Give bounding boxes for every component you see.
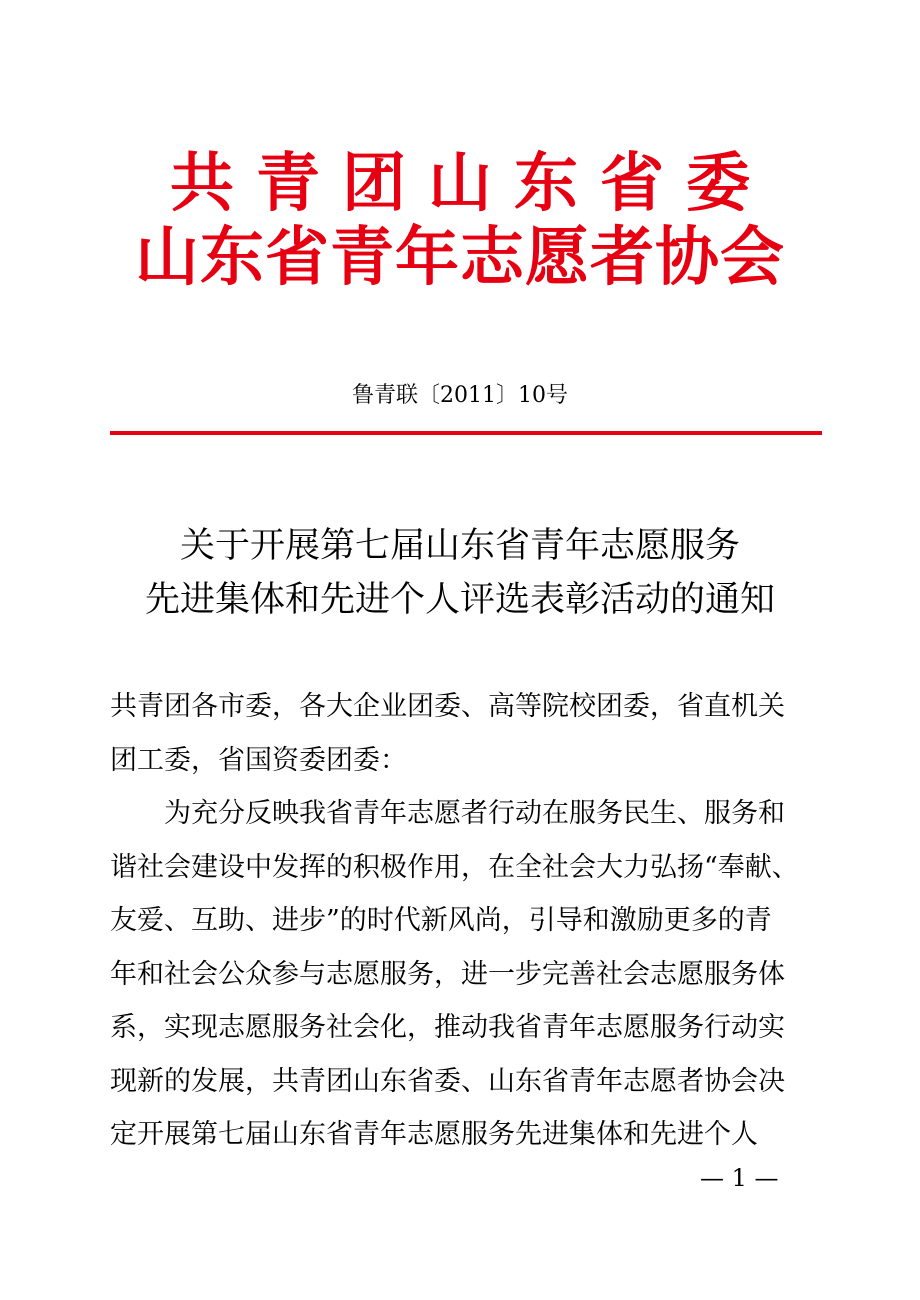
issuer-line-2: 山东省青年志愿者协会 xyxy=(135,220,785,295)
body-line: 现新的发展，共青团山东省委、山东省青年志愿者协会决 xyxy=(110,1065,785,1097)
document-title-line-2: 先进集体和先进个人评选表彰活动的通知 xyxy=(144,580,775,620)
body-text xyxy=(110,680,822,1162)
body-line: 年和社会公众参与志愿服务，进一步完善社会志愿服务体 xyxy=(110,958,785,990)
body-line: 定开展第七届山东省青年志愿服务先进集体和先进个人 xyxy=(110,1119,758,1150)
body-line: 为充分反映我省青年志愿者行动在服务民生、服务和 xyxy=(164,798,785,829)
body-line: 团工委，省国资委团委： xyxy=(110,744,407,776)
body-line: 友爱、互助、进步”的时代新风尚，引导和激励更多的青 xyxy=(110,905,772,936)
body-line: 谐社会建设中发挥的积极作用，在全社会大力弘扬“奉献、 xyxy=(110,851,799,883)
body-line: 共青团各市委，各大企业团委、高等院校团委，省直机关 xyxy=(110,691,785,722)
issuer-line-1: 共青团山东省委 xyxy=(170,146,772,221)
page-number: — 1 — xyxy=(700,1164,779,1192)
document-number: 鲁青联〔2011〕10号 xyxy=(352,383,568,408)
body-line: 系，实现志愿服务社会化，推动我省青年志愿服务行动实 xyxy=(110,1012,785,1043)
red-divider-line xyxy=(110,431,822,435)
document-title-line-1: 关于开展第七届山东省青年志愿服务 xyxy=(179,526,740,566)
